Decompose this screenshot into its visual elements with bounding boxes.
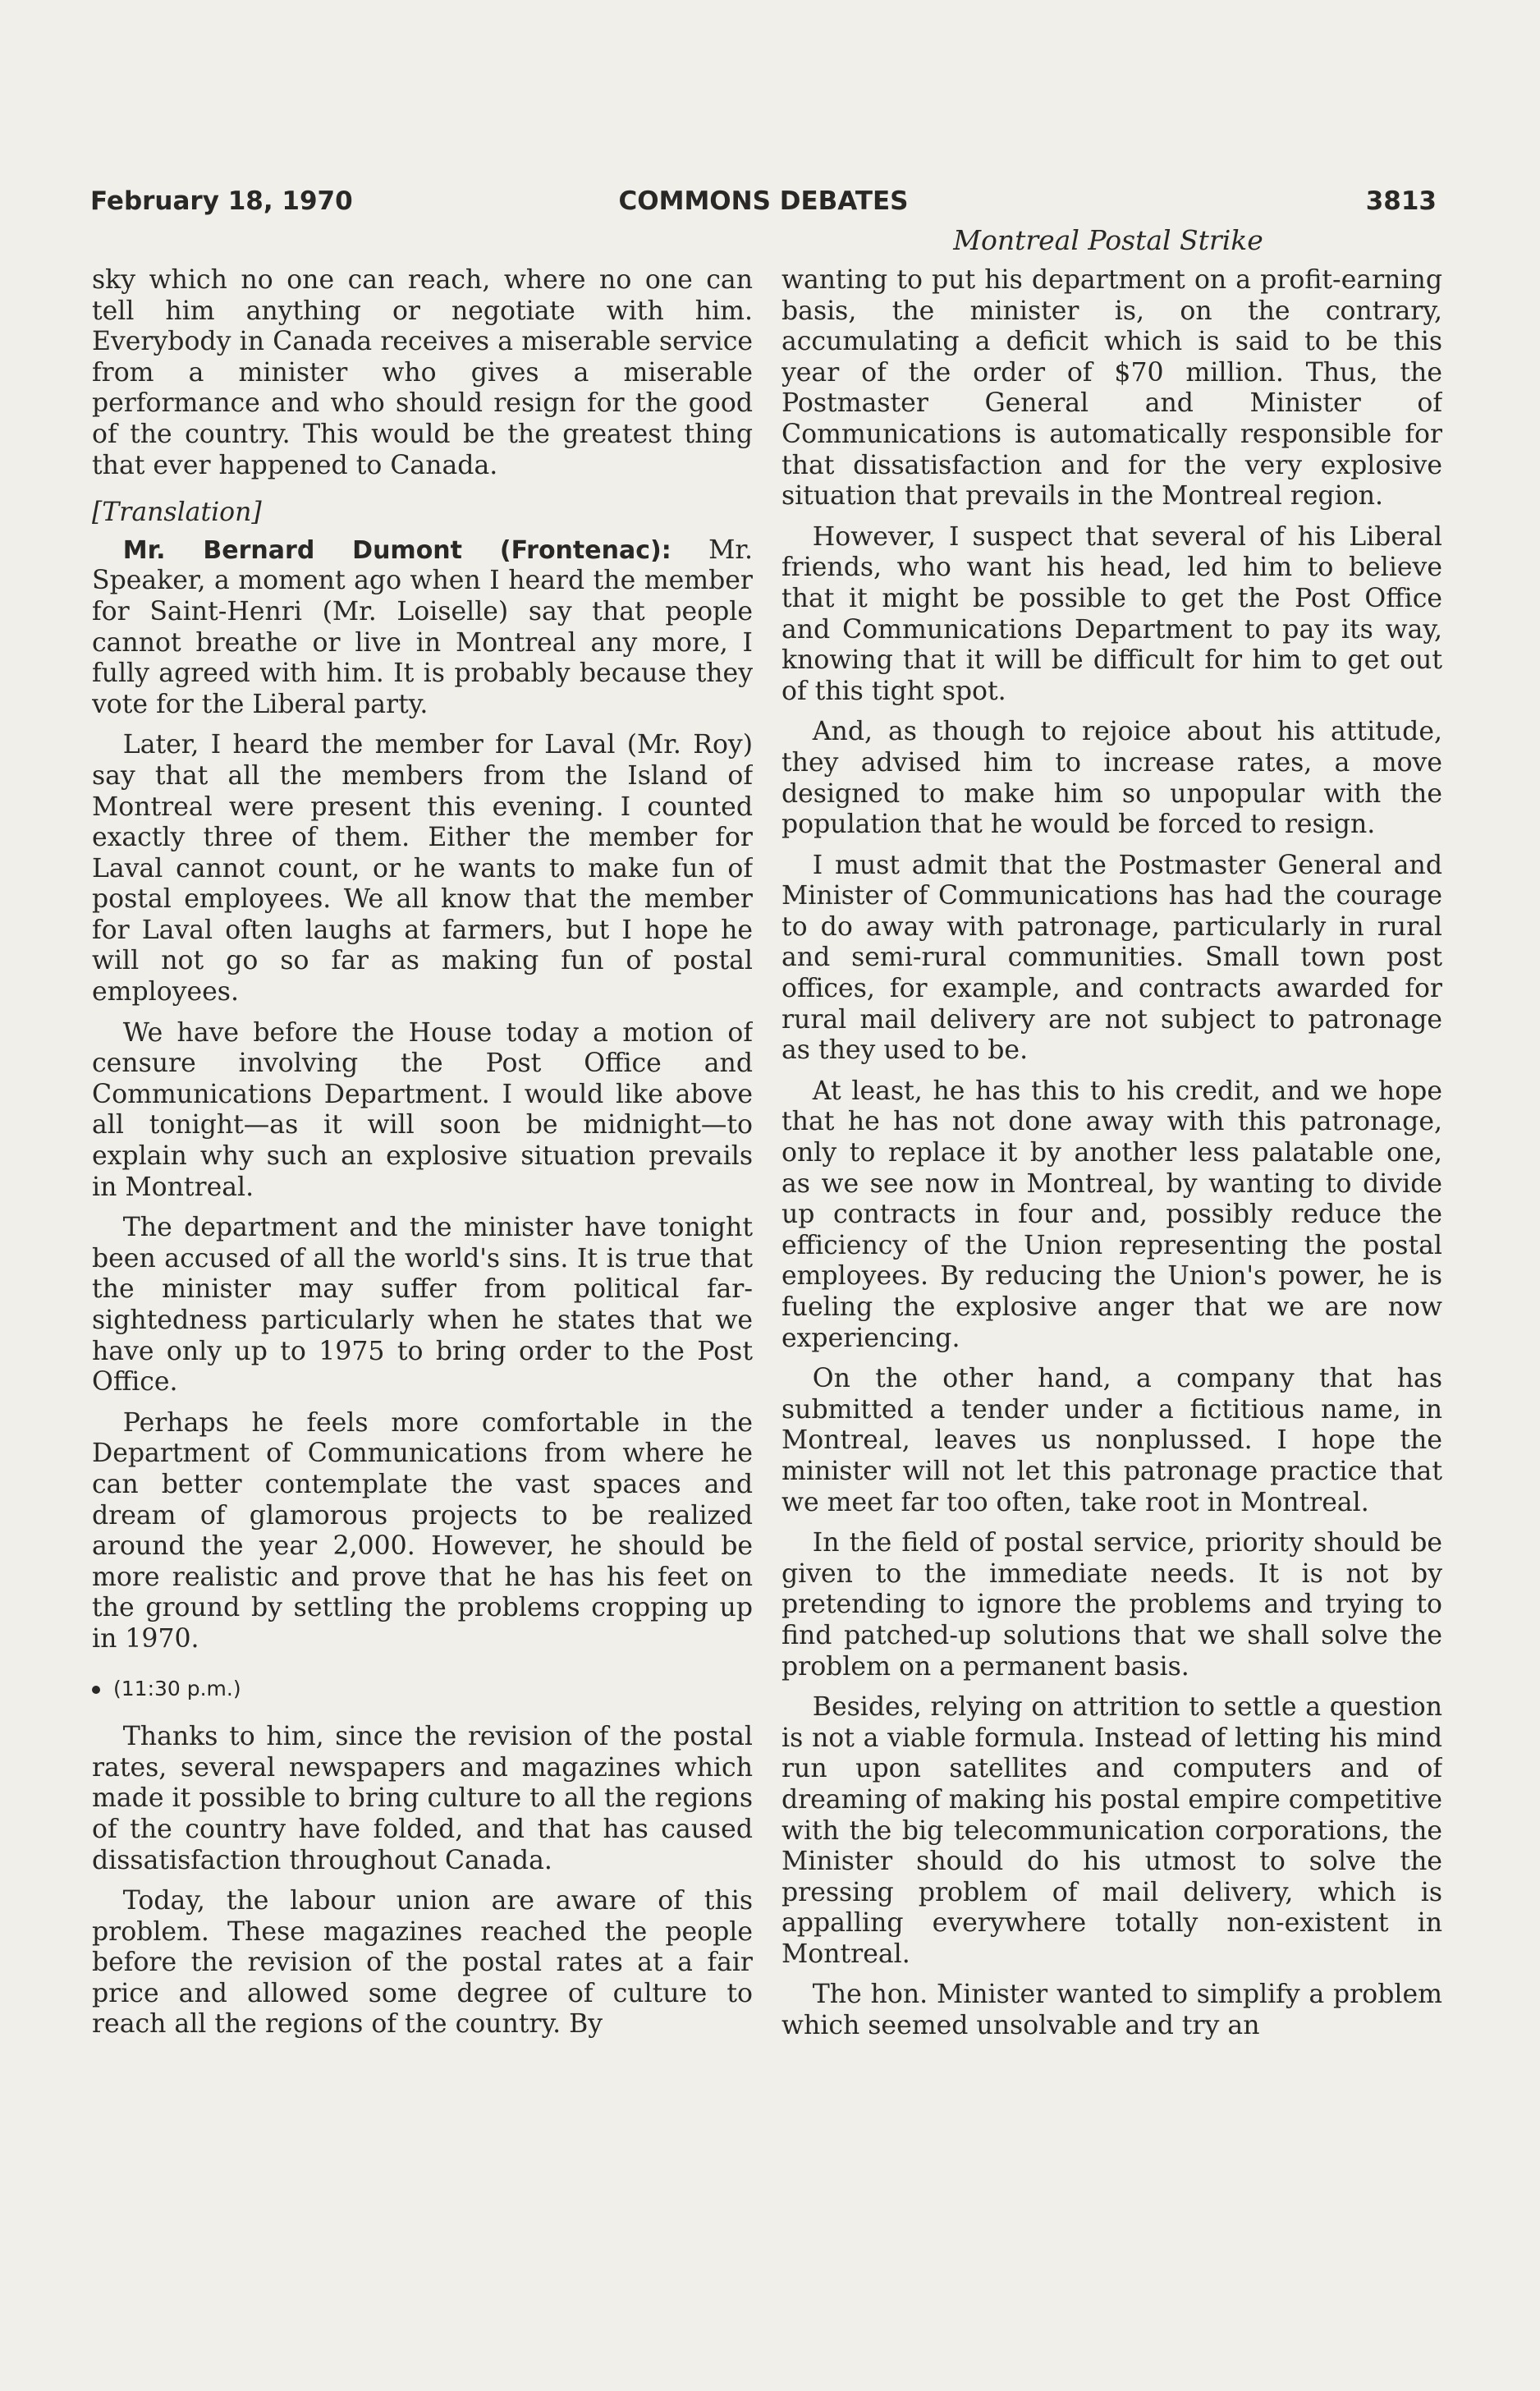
left-column bbox=[92, 265, 753, 2154]
paragraph: We have before the House today a motion of censure involving the Post Office and Communications Department. I would like above all tonight—as it will soon be midnight—to explain why such an explosive situation prevails in Montreal. bbox=[92, 1017, 753, 1202]
paragraph: The hon. Minister wanted to simplify a problem which seemed unsolvable and try an bbox=[781, 1980, 1442, 2041]
paragraph: Later, I heard the member for Laval (Mr. Roy) say that all the members from the Island of Montreal were present this evening. I counted exactly three of them. Either the member for Laval cannot count, or he wants to make fun of postal employees. We all know that the member for Laval often laughs at farmers, but I hope he will not go so far as making fun of postal employees. bbox=[92, 730, 753, 1007]
paragraph: sky which no one can reach, where no one can tell him anything or negotiate with him. Everybody in Canada receives a miserable service from a minister who gives a miserable performance and who should resign for the good of the country. This would be the greatest thing that ever happened to Canada. bbox=[92, 265, 753, 480]
time-stamp-text: (11:30 p.m.) bbox=[113, 1676, 241, 1700]
header-date: February 18, 1970 bbox=[90, 186, 353, 216]
paragraph: However, I suspect that several of his Liberal friends, who want his head, led him to believe that it might be possible to get the Post Office and Communications Department to pay its way, knowing that it will be difficult for him to get out of this tight spot. bbox=[781, 521, 1442, 706]
paragraph bbox=[92, 535, 753, 721]
translation-label: [Translation] bbox=[92, 498, 262, 528]
paragraph: Perhaps he feels more comfortable in the Department of Communications from where he can better contemplate the vast spaces and dream of glamorous projects to be realized around the year 2,000. However, he should be more realistic and prove that he has his feet on the ground by settling the problems cropping up in 1970. bbox=[92, 1407, 753, 1654]
paragraph: In the field of postal service, priority should be given to the immediate needs. It is not by pretending to ignore the problems and trying to find patched-up solutions that we shall solve the problem on a permanent basis. bbox=[781, 1528, 1442, 1682]
speaker-name: Mr. Bernard Dumont (Frontenac): bbox=[122, 535, 671, 565]
paragraph: Besides, relying on attrition to settle a question is not a viable formula. Instead of letting his mind run upon satellites and computers and of dreaming of making his postal empire competitive with the big telecommunication corporations, the Minister should do his utmost to solve the pressing problem of mail delivery, which is appalling everywhere totally non-existent in Montreal. bbox=[781, 1692, 1442, 1969]
paragraph: At least, he has this to his credit, and we hope that he has not done away with this patronage, only to replace it by another less palatable one, as we see now in Montreal, by wanting to divide up contracts in four and, possibly reduce the efficiency of the Union representing the postal employees. By reducing the Union's power, he is fueling the explosive anger that we are now experiencing. bbox=[781, 1076, 1442, 1353]
paragraph: wanting to put his department on a profit-earning basis, the minister is, on the contrary, accumulating a deficit which is said to be this year of the order of $70 million. Thus, the Postmaster General and Minister of Communications is automatically responsible for that dissatisfaction and for the very explosive situation that prevails in the Montreal region. bbox=[781, 265, 1442, 512]
bullet-icon bbox=[92, 1686, 100, 1694]
running-subheading: Montreal Postal Strike bbox=[953, 224, 1263, 256]
speech-text: Mr. Speaker, a moment ago when I heard the member for Saint-Henri (Mr. Loiselle) say that people cannot breathe or live in Montreal any more, I fully agreed with him. It is probably because they vote for the Liberal party. bbox=[92, 535, 753, 719]
paragraph: On the other hand, a company that has submitted a tender under a fictitious name, in Montreal, leaves us nonplussed. I hope the minister will not let this patronage practice that we meet far too often, take root in Montreal. bbox=[781, 1364, 1442, 1517]
time-stamp bbox=[92, 1673, 753, 1705]
paragraph: Thanks to him, since the revision of the postal rates, several newspapers and magazines which made it possible to bring culture to all the regions of the country have folded, and that has caused dissatisfaction throughout Canada. bbox=[92, 1722, 753, 1875]
page-header bbox=[90, 186, 1437, 224]
paragraph: Today, the labour union are aware of this problem. These magazines reached the people before the revision of the postal rates at a fair price and allowed some degree of culture to reach all the regions of the country. By bbox=[92, 1886, 753, 2040]
paragraph: I must admit that the Postmaster General and Minister of Communications has had the courage to do away with patronage, particularly in rural and semi-rural communities. Small town post offices, for example, and contracts awarded for rural mail delivery are not subject to patronage as they used to be. bbox=[781, 850, 1442, 1066]
right-column bbox=[781, 265, 1442, 2154]
paragraph: And, as though to rejoice about his attitude, they advised him to increase rates, a move designed to make him so unpopular with the population that he would be forced to resign. bbox=[781, 717, 1442, 840]
header-title: COMMONS DEBATES bbox=[618, 186, 909, 216]
page-number: 3813 bbox=[1365, 186, 1437, 216]
paragraph: The department and the minister have tonight been accused of all the world's sins. It is true that the minister may suffer from political far-sightedness particularly when he states that we have only up to 1975 to bring order to the Post Office. bbox=[92, 1213, 753, 1397]
